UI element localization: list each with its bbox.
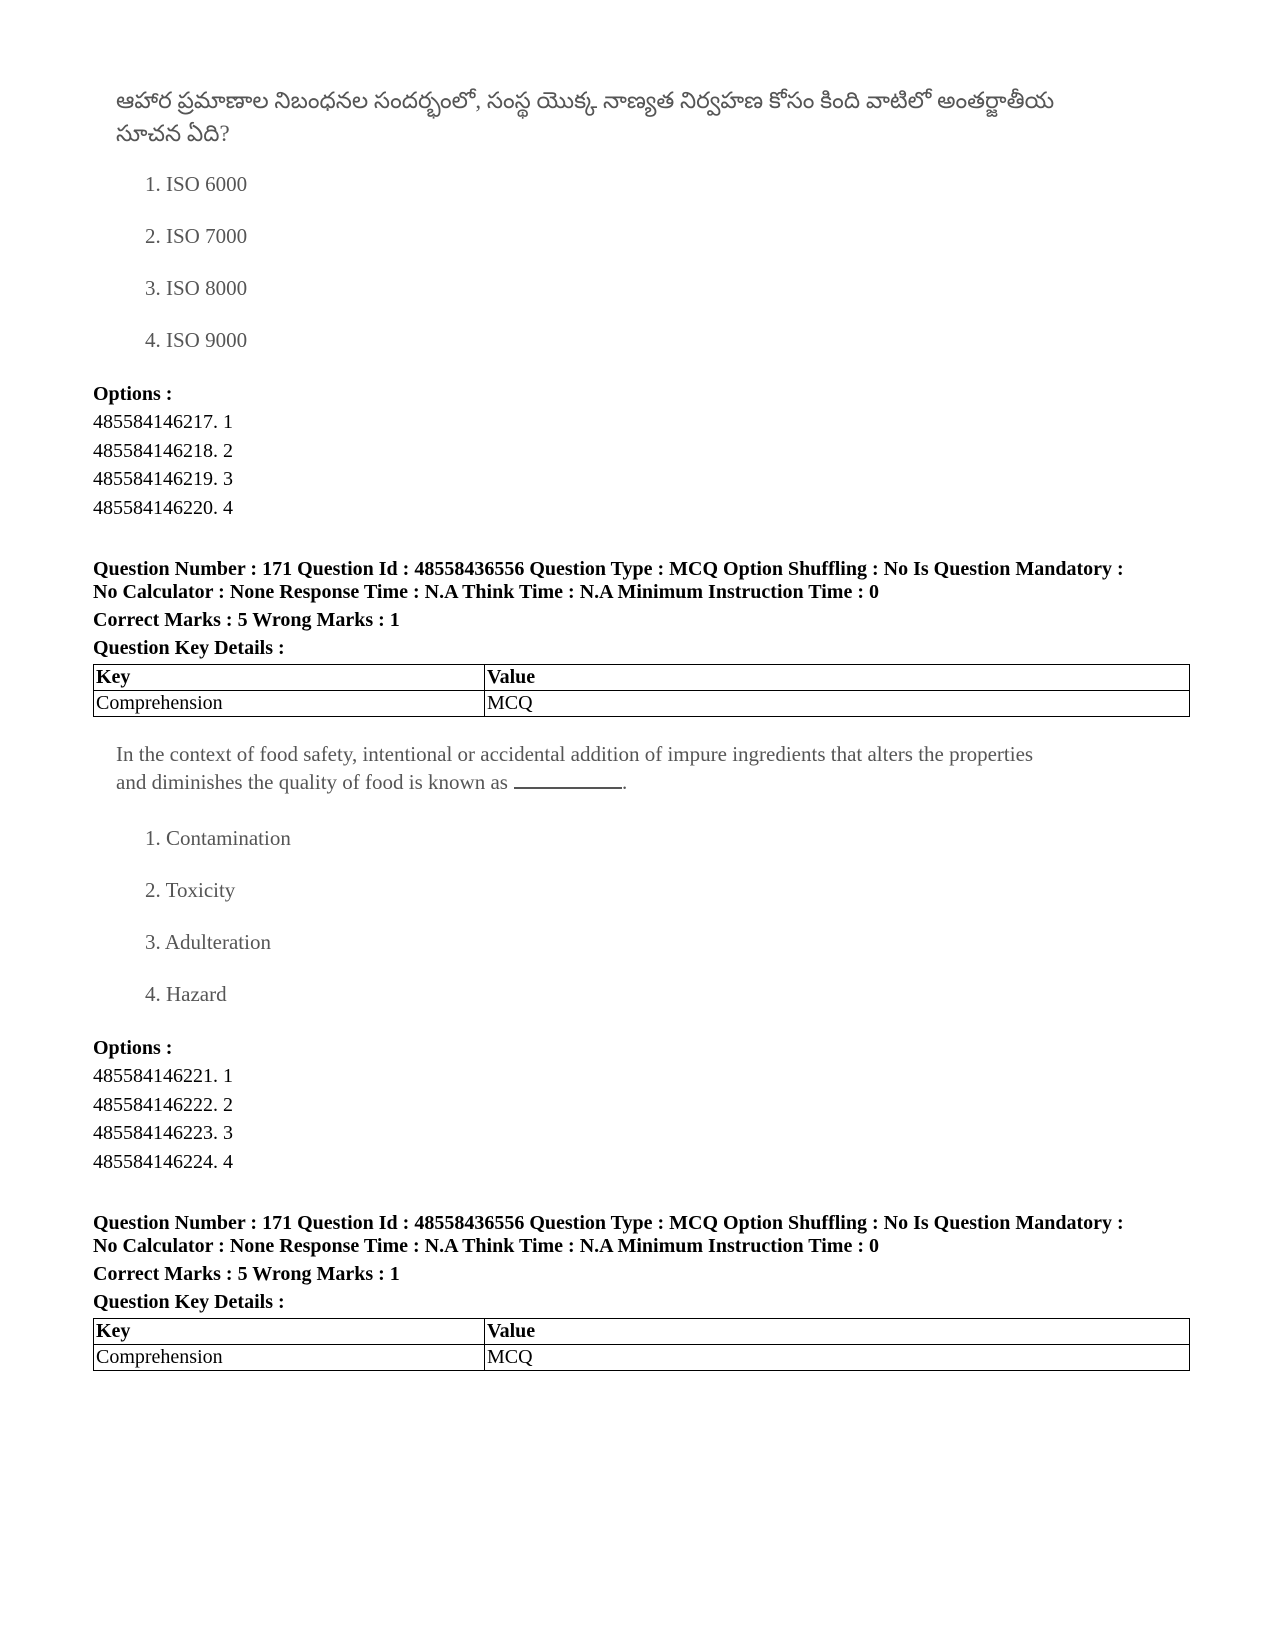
key-details-title: Question Key Details : — [93, 1291, 285, 1313]
table-header-key: Key — [94, 1319, 485, 1345]
question-1-choice-4: 4. ISO 9000 — [145, 328, 248, 352]
question-2-stem-line-1: In the context of food safety, intentional or accidental addition of impure ingredients that alters the properties — [116, 742, 1034, 766]
option-line: 485584146223. 3 — [93, 1122, 233, 1144]
question-meta-line-1: Question Number : 171 Question Id : 48558436556 Question Type : MCQ Option Shuffling : No Is Question Mandatory : — [93, 558, 1124, 580]
question-2-options — [93, 1034, 233, 1176]
table-header-row — [94, 1319, 1190, 1345]
question-meta-2 — [93, 1212, 1213, 1316]
key-details-table — [93, 1318, 1190, 1371]
question-1-choice-3: 3. ISO 8000 — [145, 276, 248, 300]
question-2-stem-text: and diminishes the quality of food is known as — [116, 770, 508, 794]
question-1-choice-1: 1. ISO 6000 — [145, 172, 248, 196]
question-1-stem: ఆహార ప్రమాణాల నిబంధనల సందర్భంలో, సంస్థ యొక్క నాణ్యత నిర్వహణ కోసం కింది వాటిలో అంతర్జాతీయ సూచన ఏది? — [116, 88, 1055, 146]
question-meta-line-2: No Calculator : None Response Time : N.A Think Time : N.A Minimum Instruction Time : 0 — [93, 1235, 879, 1257]
question-meta-line-2: No Calculator : None Response Time : N.A Think Time : N.A Minimum Instruction Time : 0 — [93, 581, 879, 603]
question-1-choice-2: 2. ISO 7000 — [145, 224, 248, 248]
key-details-title: Question Key Details : — [93, 637, 285, 659]
table-cell-value: MCQ — [485, 1345, 1190, 1371]
table-header-row — [94, 665, 1190, 691]
option-line: 485584146219. 3 — [93, 468, 233, 490]
key-details-table — [93, 664, 1190, 717]
table-header-value: Value — [485, 665, 1190, 691]
option-line: 485584146217. 1 — [93, 411, 233, 433]
question-2-choice-4: 4. Hazard — [145, 982, 227, 1006]
question-1-options — [93, 380, 233, 522]
table-header-key: Key — [94, 665, 485, 691]
table-cell-key: Comprehension — [94, 1345, 485, 1371]
answer-blank — [514, 769, 622, 789]
option-line: 485584146220. 4 — [93, 496, 233, 519]
marks-line: Correct Marks : 5 Wrong Marks : 1 — [93, 1263, 400, 1285]
question-2-choice-1: 1. Contamination — [145, 826, 291, 850]
options-title: Options : — [93, 383, 173, 405]
table-cell-value: MCQ — [485, 691, 1190, 717]
option-line: 485584146221. 1 — [93, 1065, 233, 1087]
options-title: Options : — [93, 1037, 173, 1059]
question-2-image — [116, 740, 1166, 1020]
option-line: 485584146222. 2 — [93, 1093, 233, 1116]
table-header-value: Value — [485, 1319, 1190, 1345]
table-row — [94, 691, 1190, 717]
option-line: 485584146224. 4 — [93, 1150, 233, 1173]
question-meta-1 — [93, 558, 1213, 662]
question-2-stem-end: . — [621, 770, 628, 794]
question-2-choice-2: 2. Toxicity — [145, 878, 236, 902]
marks-line: Correct Marks : 5 Wrong Marks : 1 — [93, 609, 400, 631]
question-meta-line-1: Question Number : 171 Question Id : 48558436556 Question Type : MCQ Option Shuffling : No Is Question Mandatory : — [93, 1212, 1124, 1234]
question-2-stem-line-2 — [116, 768, 1166, 796]
question-1-image — [116, 84, 1116, 364]
table-row — [94, 1345, 1190, 1371]
table-cell-key: Comprehension — [94, 691, 485, 717]
option-line: 485584146218. 2 — [93, 439, 233, 462]
question-2-choice-3: 3. Adulteration — [145, 930, 271, 954]
